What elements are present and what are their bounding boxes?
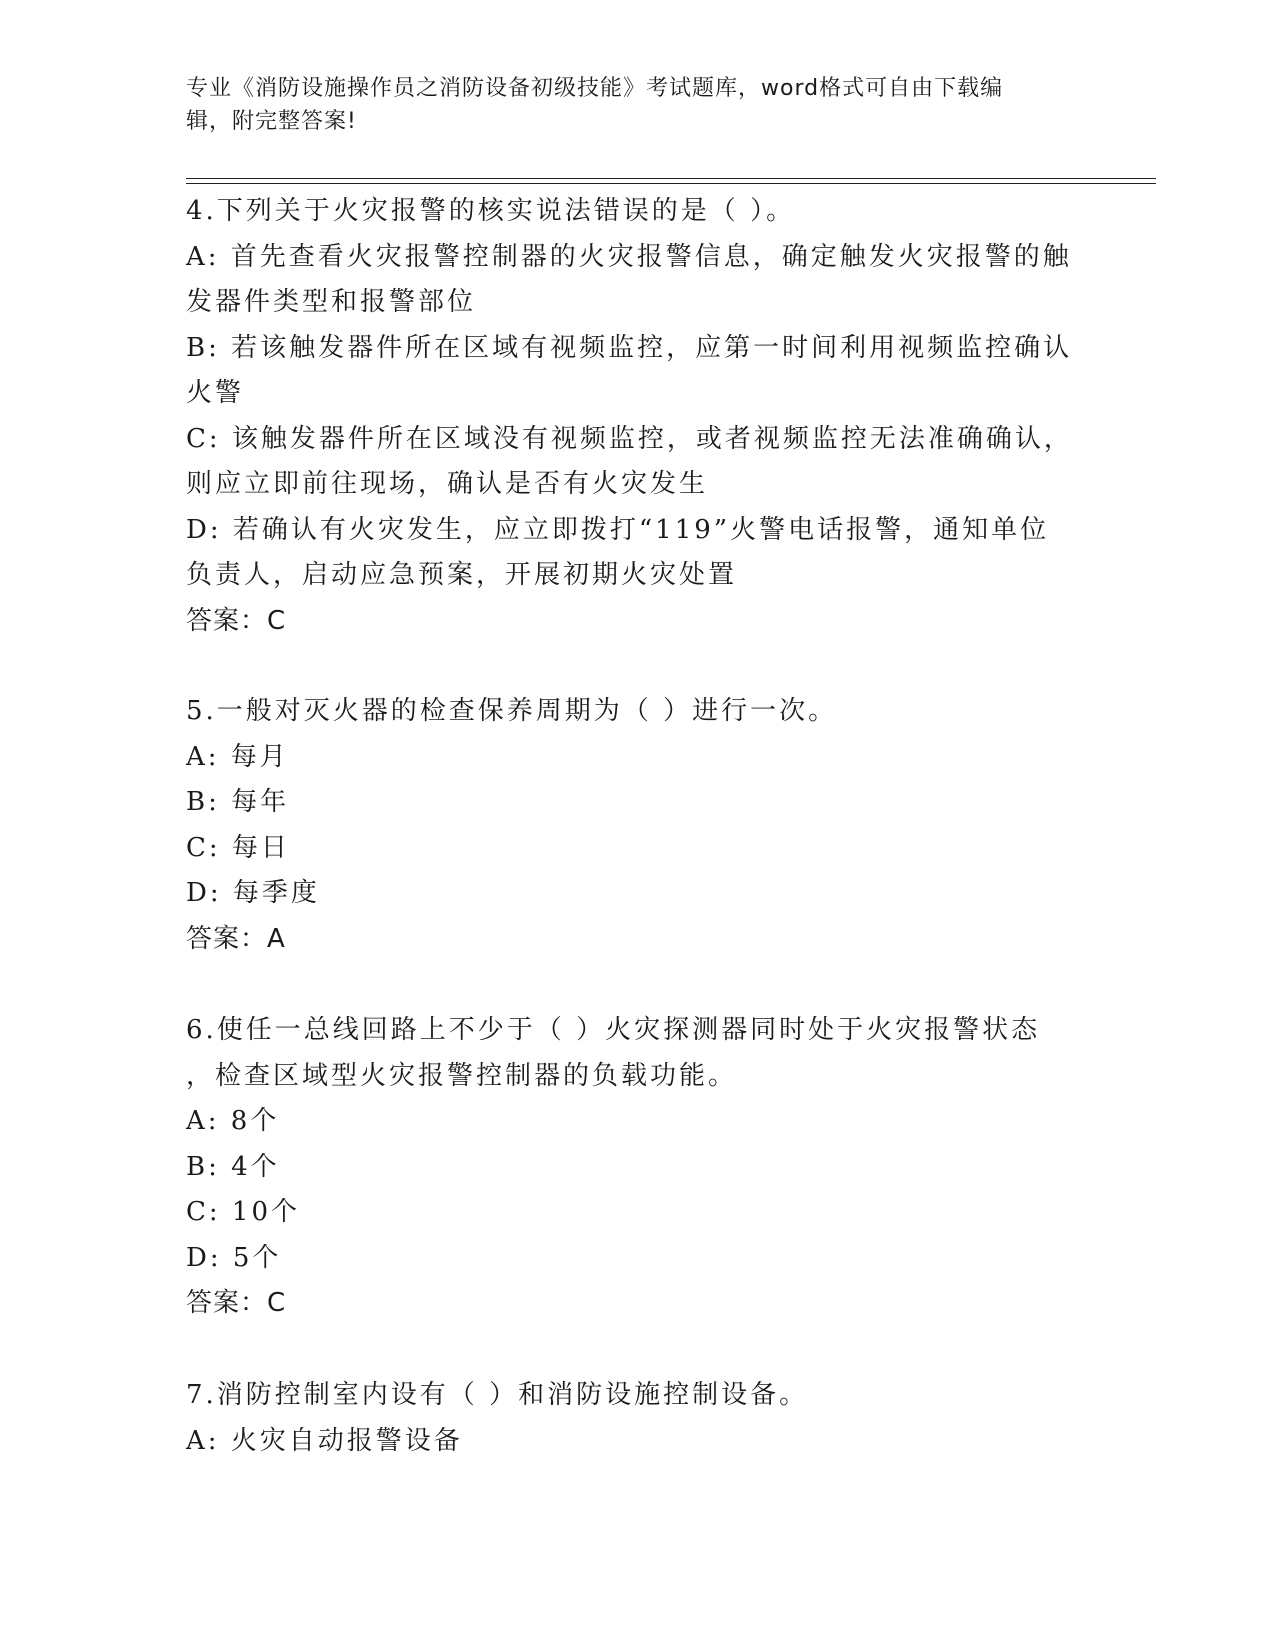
option-c-continued: 则应立即前往现场，确认是否有火灾发生 [186, 469, 709, 499]
question-6 [186, 1008, 1076, 1327]
option-c: C: 10个 [186, 1197, 301, 1227]
option-d: D: 若确认有火灾发生，应立即拨打“119”火警电话报警，通知单位 [186, 514, 1050, 545]
option-a: A: 每月 [186, 741, 289, 772]
option-d: D: 每季度 [186, 878, 320, 908]
question-stem-continued: ，检查区域型火灾报警控制器的负载功能。 [186, 1060, 738, 1091]
option-d-continued: 负责人，启动应急预案，开展初期火灾处置 [186, 560, 738, 590]
question-stem: 5.一般对灭火器的检查保养周期为（ ）进行一次。 [186, 696, 838, 726]
header-line: 专业《消防设施操作员之消防设备初级技能》考试题库，word格式可自由下载编 [186, 76, 1004, 101]
header-divider [186, 178, 1156, 179]
question-stem: 4.下列关于火灾报警的核实说法错误的是（ ）。 [186, 196, 796, 226]
question-7 [186, 1373, 1076, 1464]
option-b: B: 若该触发器件所在区域有视频监控，应第一时间利用视频监控确认 [186, 332, 1073, 363]
option-d: D: 5个 [186, 1242, 282, 1273]
document-header [186, 72, 1066, 138]
option-a-continued: 发器件类型和报警部位 [186, 287, 477, 317]
question-stem: 7.消防控制室内设有（ ）和消防设施控制设备。 [186, 1380, 809, 1410]
option-b: B: 4个 [186, 1151, 280, 1182]
option-a: A: 首先查看火灾报警控制器的火灾报警信息，确定触发火灾报警的触 [186, 241, 1072, 272]
answer-label: 答案：A [186, 923, 286, 954]
answer-label: 答案：C [186, 1288, 287, 1318]
question-5 [186, 689, 1076, 962]
option-a: A: 8个 [186, 1106, 280, 1136]
option-a: A: 火灾自动报警设备 [186, 1425, 463, 1456]
option-c: C: 该触发器件所在区域没有视频监控，或者视频监控无法准确确认， [186, 423, 1073, 454]
header-divider [186, 183, 1156, 184]
option-b-continued: 火警 [186, 378, 245, 408]
question-stem: 6.使任一总线回路上不少于（ ）火灾探测器同时处于火灾报警状态 [186, 1015, 1041, 1045]
question-4 [186, 189, 1076, 644]
answer-label: 答案：C [186, 605, 287, 636]
header-line: 辑，附完整答案! [186, 109, 357, 134]
option-b: B: 每年 [186, 787, 290, 817]
option-c: C: 每日 [186, 832, 290, 863]
